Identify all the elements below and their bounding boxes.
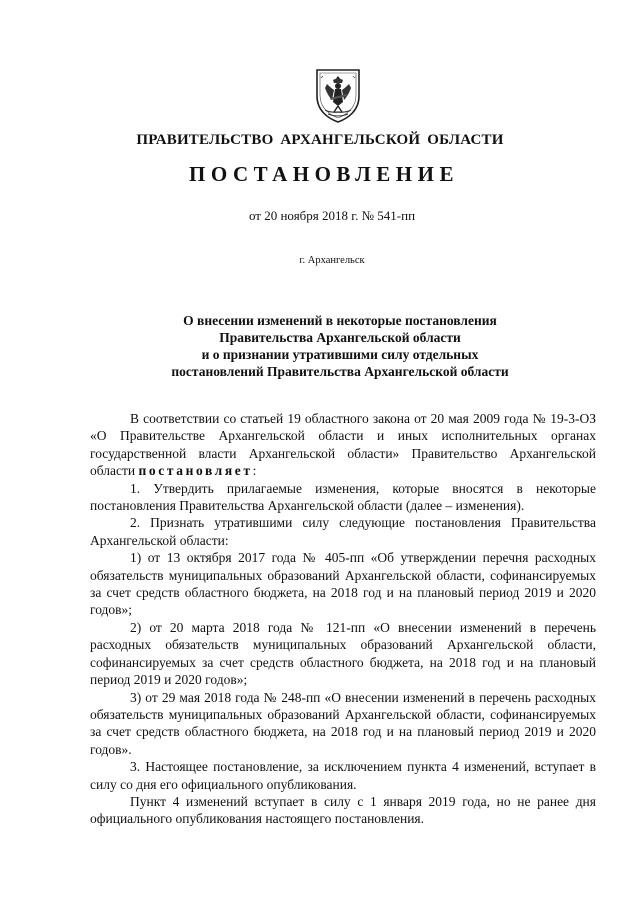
- item-2-subitem-3: 3) от 29 мая 2018 года № 248-пп «О внесении изменений в перечень расходных обязательств муниципальных образований Архангельской области, софинансируемых за счет средств областного бюджета, на 2018 год и на плановый период 2019 и 2020 годов».: [90, 689, 596, 757]
- resolves-word: постановляет: [138, 463, 253, 479]
- subject-line: О внесении изменений в некоторые постановления: [183, 313, 497, 328]
- intro-paragraph: В соответствии со статьей 19 областного закона от 20 мая 2009 года № 19-3-ОЗ «О Правительстве Архангельской области и иных исполнительных органах государственной власти Архангельской области» Правительство Архангельской области постановляет:: [90, 411, 596, 479]
- subject-line: и о признании утратившими силу отдельных: [201, 347, 479, 362]
- item-3: 3. Настоящее постановление, за исключением пункта 4 изменений, вступает в силу со дня его официального опубликования.: [90, 759, 596, 792]
- document-body: [90, 410, 596, 828]
- document-city: г. Архангельск: [299, 255, 365, 266]
- intro-text: В соответствии со статьей 19 областного закона от 20 мая 2009 года № 19-3-ОЗ «О Правительстве Архангельской области и иных исполнительных органах государственной власти Архангельской области» Правительство Архангельской области: [90, 411, 596, 479]
- subject-line: постановлений Правительства Архангельской области: [171, 364, 509, 379]
- document-subject: [130, 312, 550, 380]
- item-2: 2. Признать утратившими силу следующие постановления Правительства Архангельской области:: [90, 515, 596, 548]
- subject-line: Правительства Архангельской области: [219, 330, 461, 345]
- document-type: ПОСТАНОВЛЕНИЕ: [189, 162, 459, 186]
- item-2-subitem-1: 1) от 13 октября 2017 года № 405-пп «Об утверждении перечня расходных обязательств муниципальных образований Архангельской области, софинансируемых за счет средств областного бюджета, на 2018 год и на плановый период 2019 и 2020 годов»;: [90, 550, 596, 618]
- coat-of-arms-icon: [313, 66, 363, 124]
- government-title: ПРАВИТЕЛЬСТВО АРХАНГЕЛЬСКОЙ ОБЛАСТИ: [136, 132, 504, 148]
- item-3-note: Пункт 4 изменений вступает в силу с 1 января 2019 года, но не ранее дня официального опубликования настоящего постановления.: [90, 793, 596, 827]
- document-date-number: от 20 ноября 2018 г. № 541-пп: [248, 208, 416, 223]
- item-2-subitem-2: 2) от 20 марта 2018 года № 121-пп «О внесении изменений в перечень расходных обязательств муниципальных образований Архангельской области, софинансируемых за счет средств областного бюджета, на 2018 год и на плановый период 2019 и 2020 годов»;: [90, 619, 596, 688]
- item-1: 1. Утвердить прилагаемые изменения, которые вносятся в некоторые постановления Правительства Архангельской области (далее – изменения).: [90, 480, 596, 514]
